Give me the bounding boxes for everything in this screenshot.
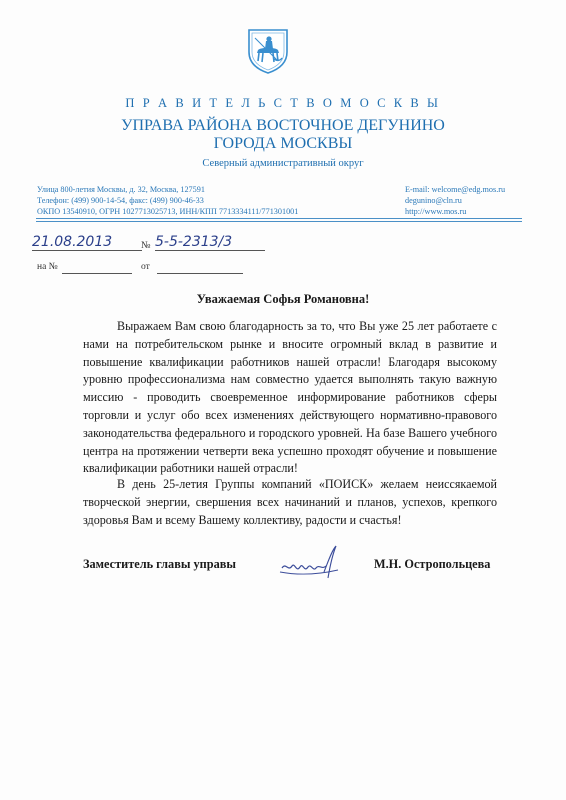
divider <box>36 221 522 222</box>
signatory-name: М.Н. Остропольцева <box>374 557 491 571</box>
authority-title: УПРАВА РАЙОНА ВОСТОЧНОЕ ДЕГУНИНО <box>121 117 445 134</box>
letter-paragraph: Выражаем Вам свою благодарность за то, что Вы уже 25 лет работаете с нами на потребительском рынке и вносите огромный вклад в развитие и повышение квалификации работников нашей отрасли! Благодаря высокому уровню профессионализма нам совместно удается выполнять такую важную миссию - проводить своевременное информирование работников сферы торговли и услуг обо всех изменениях действующего нормативно-правового законодательства федерального и городского уровней. На базе Вашего учебного центра на протяжении четверти века успешно проходят обучение и повышение квалификации работники нашей отрасли! <box>83 319 497 476</box>
government-title: П Р А В И Т Е Л Ь С Т В О М О С К В Ы <box>125 96 441 110</box>
letter-paragraph: В день 25-летия Группы компаний «ПОИСК» желаем неиссякаемой творческой энергии, свершения всех начинаний и планов, успехов, крепкого здоровья Вам и всему Вашему коллективу, радости и счастья! <box>83 477 497 527</box>
website-link[interactable]: http://www.mos.ru <box>405 207 467 216</box>
salutation: Уважаемая Софья Романовна! <box>196 292 370 306</box>
reference-date-label: от <box>141 262 150 272</box>
phone-text: Телефон: (499) 900-14-54, факс: (499) 900-46-33 <box>37 196 204 205</box>
registration-date: 21.08.2013 <box>32 234 142 251</box>
email-link[interactable]: E-mail: welcome@edg.mos.ru <box>405 185 506 194</box>
reference-number-label: на № <box>37 262 58 272</box>
reference-date-line <box>157 273 243 274</box>
registration-number-label: № <box>141 240 151 251</box>
online-contacts-block <box>405 184 505 217</box>
contacts-block <box>37 184 298 217</box>
signatory-title: Заместитель главы управы <box>83 557 236 571</box>
handwritten-signature <box>276 542 346 584</box>
codes-text: ОКПО 13540910, ОГРН 1027713025713, ИНН/КПП 7713334111/771301001 <box>37 207 299 216</box>
divider <box>36 218 522 219</box>
moscow-coat-of-arms-icon <box>247 28 289 74</box>
email2-link[interactable]: degunino@cln.ru <box>405 196 462 205</box>
district-name: Северный административный округ <box>202 158 364 169</box>
reference-number-line <box>62 273 132 274</box>
registration-number: 5-5-2313/3 <box>155 234 265 251</box>
authority-title-city: ГОРОДА МОСКВЫ <box>213 135 353 152</box>
address-text: Улица 800-летия Москвы, д. 32, Москва, 127591 <box>37 185 205 194</box>
